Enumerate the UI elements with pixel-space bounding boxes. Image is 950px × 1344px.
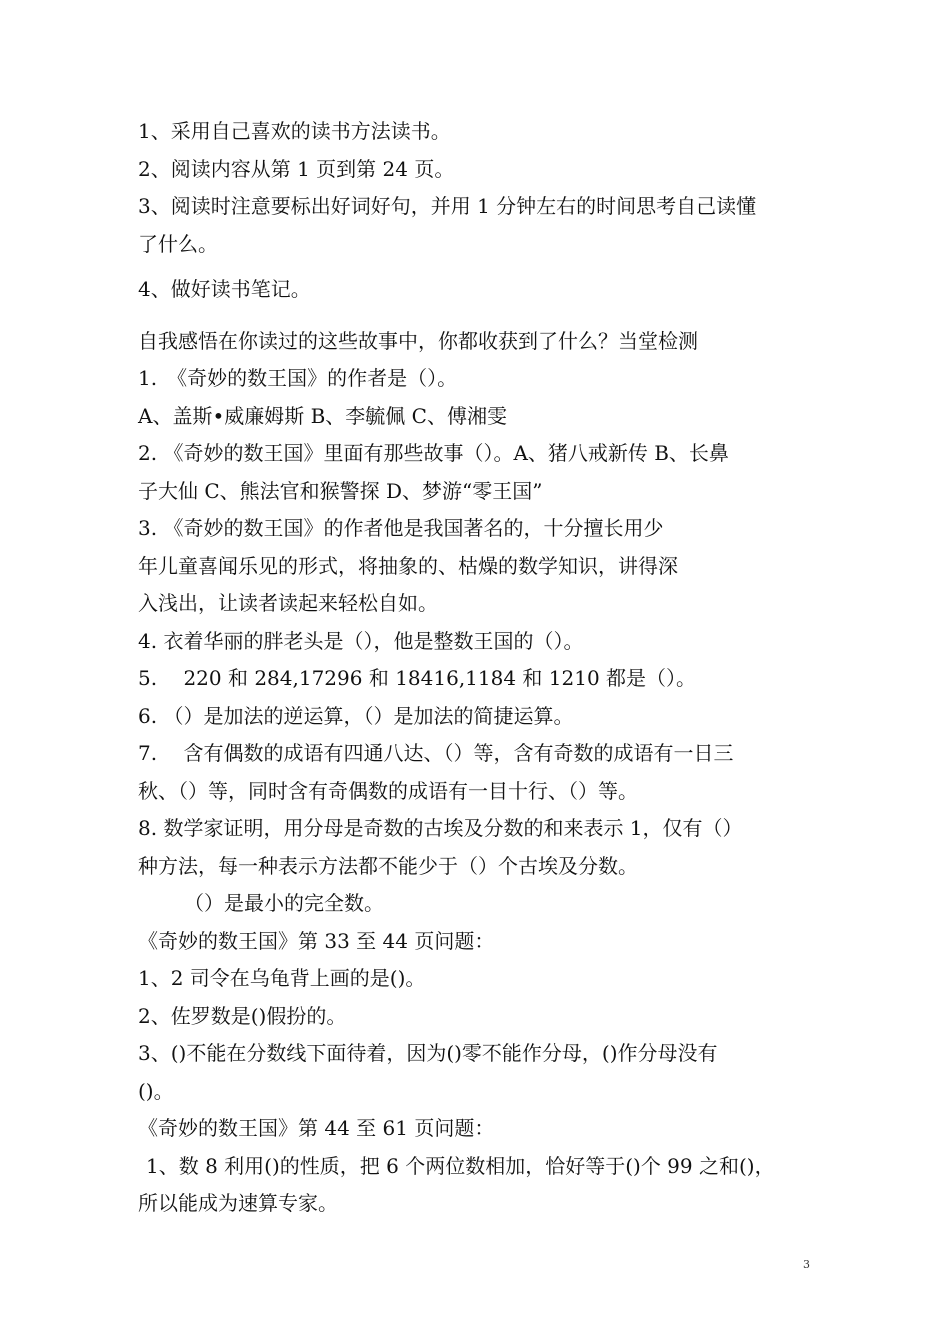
- question-2-cont: 子大仙 C、熊法官和猴警探 D、梦游“零王国”: [138, 478, 543, 503]
- instruction-2: 2、阅读内容从第 1 页到第 24 页。: [138, 156, 455, 181]
- question-1: 1. 《奇妙的数王国》的作者是（）。: [138, 366, 458, 390]
- document-body: [138, 113, 828, 1223]
- page-number: 3: [803, 1258, 810, 1271]
- section-1-question-1: 1、2 司令在乌龟背上画的是()。: [138, 966, 426, 990]
- question-8: 8. 数学家证明，用分母是奇数的古埃及分数的和来表示 1，仅有（）: [138, 816, 743, 840]
- instruction-4: 4、做好读书笔记。: [138, 277, 311, 301]
- question-1-options: A、盖斯•威廉姆斯 B、李毓佩 C、傅湘雯: [138, 403, 507, 428]
- section-heading-44-61: 《奇妙的数王国》第 44 至 61 页问题：: [138, 1116, 495, 1140]
- question-7: 7. 含有偶数的成语有四通八达、（）等，含有奇数的成语有一日三: [138, 741, 734, 765]
- question-8-cont: 种方法，每一种表示方法都不能少于（）个古埃及分数。: [138, 853, 638, 878]
- instruction-1: 1、采用自己喜欢的读书方法读书。: [138, 119, 451, 143]
- question-2: 2. 《奇妙的数王国》里面有那些故事（）。A、猪八戒新传 B、长鼻: [138, 441, 729, 465]
- question-4: 4. 衣着华丽的胖老头是（），他是整数王国的（）。: [138, 628, 584, 653]
- section-2-question-1-cont: 所以能成为速算专家。: [138, 1191, 338, 1215]
- section-1-question-3: 3、()不能在分数线下面待着，因为()零不能作分母，()作分母没有: [138, 1041, 718, 1065]
- question-9: （）是最小的完全数。: [184, 891, 384, 915]
- section-1-question-2: 2、佐罗数是()假扮的。: [138, 1003, 347, 1028]
- reflection-heading: 自我感悟在你读过的这些故事中，你都收获到了什么？当堂检测: [138, 328, 698, 353]
- question-5: 5. 220 和 284,17296 和 18416,1184 和 1210 都是（）。: [138, 666, 697, 690]
- question-6: 6. （）是加法的逆运算，（）是加法的简捷运算。: [138, 703, 574, 728]
- question-3-cont-2: 入浅出，让读者读起来轻松自如。: [138, 591, 438, 615]
- section-1-question-3-cont: ()。: [138, 1078, 174, 1103]
- question-3-cont-1: 年儿童喜闻乐见的形式，将抽象的、枯燥的数学知识，讲得深: [138, 553, 678, 578]
- section-2-question-1: 1、数 8 利用()的性质，把 6 个两位数相加，恰好等于()个 99 之和()，: [146, 1153, 775, 1178]
- instruction-3: 3、阅读时注意要标出好词好句，并用 1 分钟左右的时间思考自己读懂: [138, 194, 757, 218]
- question-3: 3. 《奇妙的数王国》的作者他是我国著名的，十分擅长用少: [138, 516, 664, 540]
- question-7-cont: 秋、（）等，同时含有奇偶数的成语有一目十行、（）等。: [138, 778, 638, 803]
- section-heading-33-44: 《奇妙的数王国》第 33 至 44 页问题：: [138, 928, 495, 953]
- instruction-3-cont: 了什么。: [138, 231, 218, 256]
